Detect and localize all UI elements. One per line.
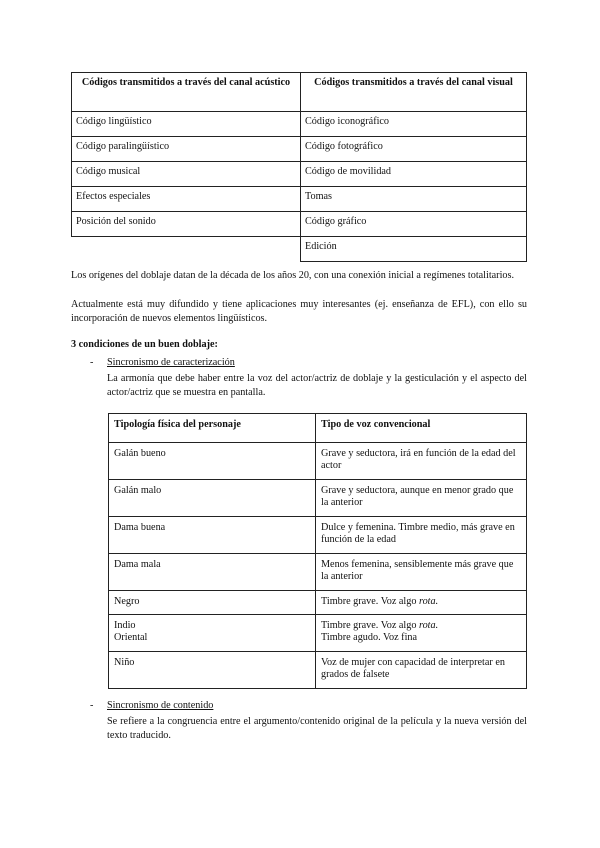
conditions-heading: 3 condiciones de un buen doblaje:	[71, 339, 218, 350]
typology-indio: Indio	[114, 620, 136, 631]
table-cell: Negro	[109, 591, 316, 615]
voice-text: Timbre grave. Voz algo	[321, 620, 419, 631]
table-row	[109, 652, 527, 689]
column-header-voice: Tipo de voz convencional	[316, 414, 527, 443]
table-cell: Código de movilidad	[301, 162, 527, 187]
table-row	[72, 73, 527, 112]
table-row	[72, 237, 527, 262]
table-cell: Código paralingüístico	[72, 137, 301, 162]
table-row	[109, 443, 527, 480]
intro-paragraph-1: Los orígenes del doblaje datan de la década de los años 20, con una conexión inicial a regímenes totalitarios.	[71, 270, 515, 281]
table-row	[109, 414, 527, 443]
table-row	[72, 212, 527, 237]
voice-text: Timbre grave. Voz algo	[321, 596, 419, 607]
table-row	[72, 162, 527, 187]
table-cell: Código gráfico	[301, 212, 527, 237]
intro-paragraph-2: Actualmente está muy difundido y tiene aplicaciones muy interesantes (ej. enseñanza de EFL), con ello su incorporación de nuevos elementos lingüísticos.	[71, 299, 527, 324]
table-cell: Código lingüístico	[72, 112, 301, 137]
table-row	[109, 480, 527, 517]
voice-text-italic: rota.	[419, 596, 439, 607]
table-cell	[109, 615, 316, 652]
table-cell-empty	[72, 237, 301, 262]
table-row	[72, 187, 527, 212]
table-cell	[316, 615, 527, 652]
column-header-typology: Tipología física del personaje	[109, 414, 316, 443]
table-cell	[316, 591, 527, 615]
condition-text-1: La armonía que debe haber entre la voz del actor/actriz de doblaje y la gesticulación y el aspecto del actor/actriz que se muestra en pantalla.	[107, 373, 527, 398]
table-row	[109, 591, 527, 615]
table-cell: Menos femenina, sensiblemente más grave que la anterior	[316, 554, 527, 591]
table-cell: Dulce y femenina. Timbre medio, más grave en función de la edad	[316, 517, 527, 554]
table-row	[72, 112, 527, 137]
table-cell: Galán malo	[109, 480, 316, 517]
condition-text-2: Se refiere a la congruencia entre el argumento/contenido original de la película y la nueva versión del texto traducido.	[107, 716, 527, 741]
table-cell: Dama buena	[109, 517, 316, 554]
table-cell: Grave y seductora, irá en función de la edad del actor	[316, 443, 527, 480]
table-cell: Tomas	[301, 187, 527, 212]
typology-oriental: Oriental	[114, 632, 148, 643]
codes-table	[71, 72, 527, 262]
column-header-acoustic: Códigos transmitidos a través del canal acústico	[72, 73, 301, 112]
table-cell: Código iconográfico	[301, 112, 527, 137]
table-cell: Posición del sonido	[72, 212, 301, 237]
table-cell: Código fotográfico	[301, 137, 527, 162]
table-cell: Código musical	[72, 162, 301, 187]
condition-title-1: Sincronismo de caracterización	[107, 357, 235, 368]
table-row	[109, 615, 527, 652]
table-row	[72, 137, 527, 162]
list-dash: -	[90, 357, 94, 368]
table-row	[109, 517, 527, 554]
list-dash: -	[90, 700, 94, 711]
table-cell: Voz de mujer con capacidad de interpretar en grados de falsete	[316, 652, 527, 689]
table-cell: Efectos especiales	[72, 187, 301, 212]
voice-text-italic: rota.	[419, 620, 439, 631]
table-cell: Galán bueno	[109, 443, 316, 480]
voice-table	[108, 413, 527, 689]
voice-text-2: Timbre agudo. Voz fina	[321, 632, 418, 643]
table-cell: Niño	[109, 652, 316, 689]
table-cell: Dama mala	[109, 554, 316, 591]
table-cell: Grave y seductora, aunque en menor grado que la anterior	[316, 480, 527, 517]
table-cell: Edición	[301, 237, 527, 262]
condition-title-2: Sincronismo de contenido	[107, 700, 214, 711]
column-header-visual: Códigos transmitidos a través del canal visual	[301, 73, 527, 112]
table-row	[109, 554, 527, 591]
